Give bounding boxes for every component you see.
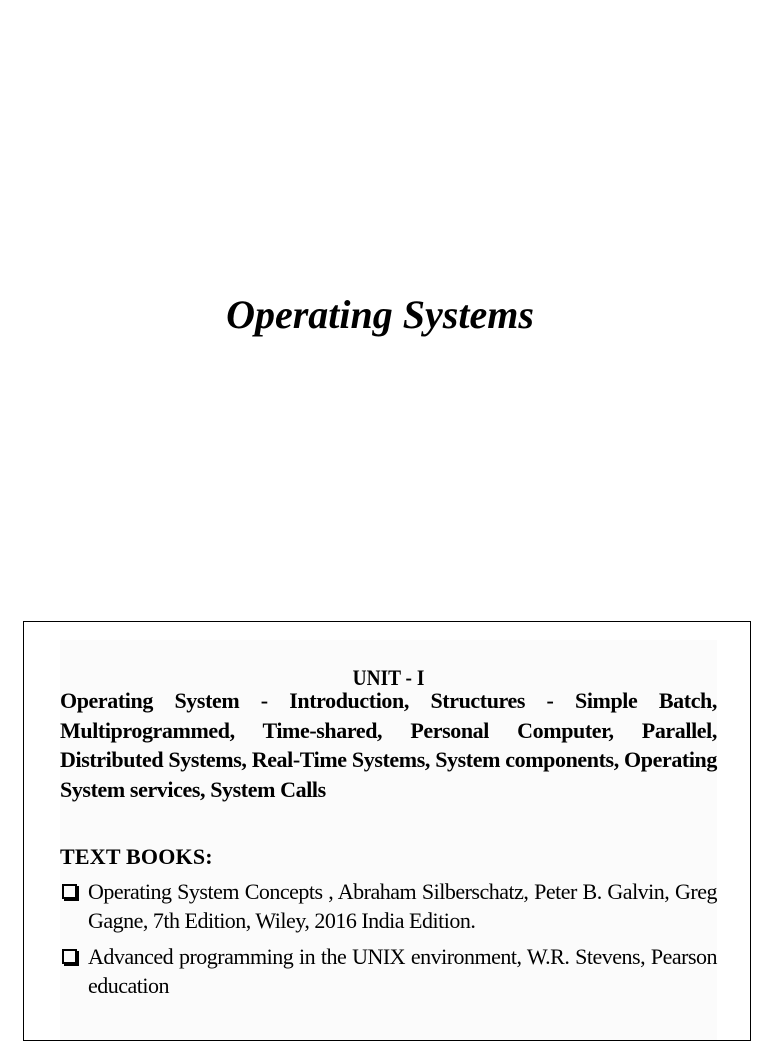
checkbox-icon (62, 949, 77, 964)
textbook-item (60, 877, 717, 935)
slide-title: Operating Systems (226, 292, 534, 337)
textbook-item (60, 942, 717, 1000)
textbook-title: Operating System Concepts , Abraham Silberschatz, Peter B. Galvin, Greg Gagne, 7th Edition, Wiley, 2016 India Edition. (88, 879, 717, 933)
textbook-list (60, 877, 717, 1007)
textbook-title: Advanced programming in the UNIX environment, W.R. Stevens, Pearson education (88, 944, 717, 998)
textbooks-heading: TEXT BOOKS: (60, 844, 213, 869)
checkbox-icon (62, 884, 77, 899)
unit-heading: UNIT - I (352, 665, 425, 690)
syllabus-content (60, 640, 717, 1040)
unit-topics: Operating System - Introduction, Structures - Simple Batch, Multiprogrammed, Time-shared, Personal Computer, Parallel, Distributed Systems, Real-Time Systems, System components, Operating System services, System Calls (60, 688, 717, 802)
syllabus-box (23, 621, 751, 1041)
